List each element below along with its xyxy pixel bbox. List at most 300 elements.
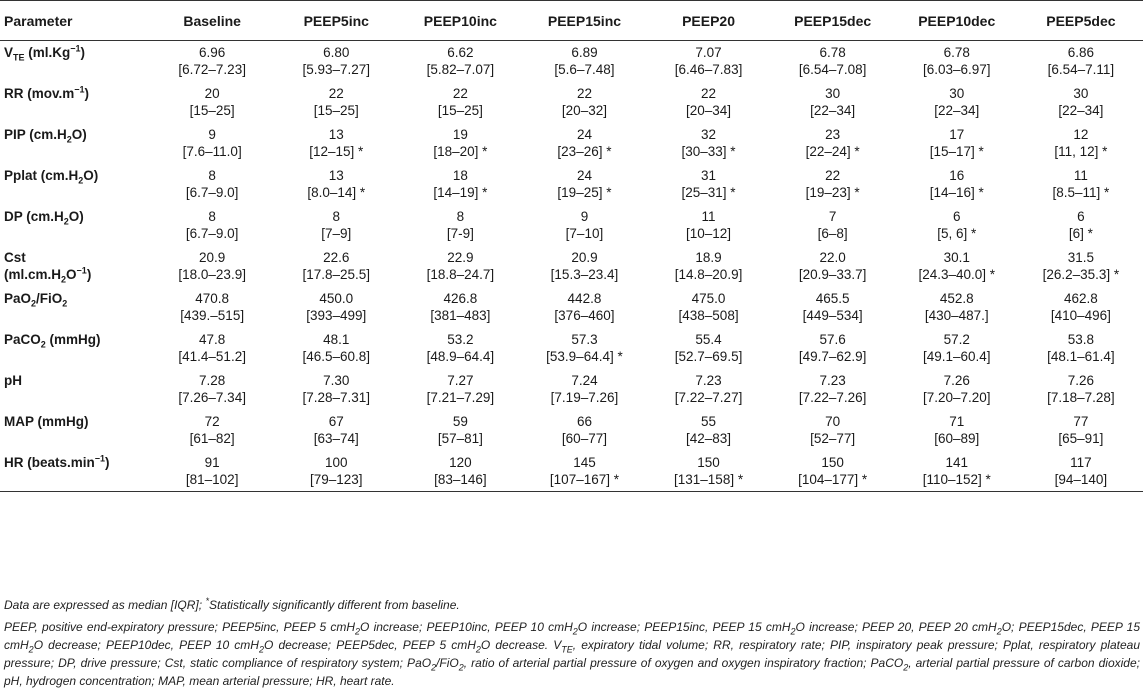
table-cell xyxy=(1019,246,1143,287)
cell-iqr: [26.2–35.3] * xyxy=(1042,266,1120,282)
cell-iqr: [376–460] xyxy=(554,307,615,323)
cell-iqr: [381–483] xyxy=(430,307,491,323)
cell-iqr: [49.1–60.4] xyxy=(922,348,991,364)
cell-median: 31.5 xyxy=(1067,249,1095,265)
cell-median: 141 xyxy=(945,454,968,470)
table-cell xyxy=(647,82,771,123)
cell-iqr: [5.82–7.07] xyxy=(426,62,495,77)
cell-iqr: [6.7–9.0] xyxy=(185,225,239,241)
table-cell xyxy=(895,82,1019,123)
table-cell xyxy=(150,287,274,328)
cell-iqr: [63–74] xyxy=(313,430,359,446)
cell-iqr: [6] * xyxy=(1068,225,1093,241)
cell-iqr: [22–34] xyxy=(1058,102,1104,118)
cell-median: 23 xyxy=(825,126,841,142)
cell-median: 6.80 xyxy=(323,45,350,60)
table-cell xyxy=(647,287,771,328)
cell-iqr: [19–25] * xyxy=(557,184,612,200)
cell-iqr: [110–152] * xyxy=(922,471,991,487)
cell-iqr: [48.1–61.4] xyxy=(1047,348,1115,364)
cell-iqr: [7.28–7.31] xyxy=(302,389,371,405)
table-cell xyxy=(398,451,522,492)
cell-iqr: [15.3–23.4] xyxy=(550,266,619,282)
row-parameter: PIP $(cm.H_2O)$ xyxy=(4,126,87,145)
table-cell xyxy=(647,41,771,82)
cell-median: 9 xyxy=(580,208,589,224)
cell-iqr: [18.0–23.9] xyxy=(178,266,246,282)
cell-iqr: [439.–515] xyxy=(180,307,245,323)
cell-median: 20 xyxy=(204,85,220,101)
cell-iqr: [6.03–6.97] xyxy=(922,62,991,77)
table-cell xyxy=(274,369,398,410)
row-parameter: Cst $(ml.cm.H_2O^{-1})$ xyxy=(4,249,92,285)
table-cell xyxy=(1019,410,1143,451)
table-cell xyxy=(522,451,646,492)
table-cell xyxy=(895,246,1019,287)
cell-median: 465.5 xyxy=(815,290,850,306)
table-cell xyxy=(647,123,771,164)
table-cell xyxy=(647,369,771,410)
cell-median: 22 xyxy=(452,85,468,101)
table-cell xyxy=(522,328,646,369)
row-parameter: Pplat $(cm.H_2O)$ xyxy=(4,167,99,186)
cell-median: 8 xyxy=(332,208,341,224)
table-cell xyxy=(522,410,646,451)
cell-median: 70 xyxy=(825,413,841,429)
table-cell xyxy=(274,82,398,123)
table-cell xyxy=(647,410,771,451)
cell-iqr: [20–34] xyxy=(686,102,732,118)
cell-median: 8 xyxy=(208,167,216,183)
row-parameter: pH xyxy=(4,372,22,388)
table-cell xyxy=(398,164,522,205)
table-cell xyxy=(647,246,771,287)
row-parameter: $V_{TE}$ $(ml.Kg^{-1})$ xyxy=(4,43,86,63)
cell-median: 32 xyxy=(701,126,717,142)
cell-median: 77 xyxy=(1073,413,1089,429)
cell-iqr: [7.19–7.26] xyxy=(550,389,619,405)
table-cell xyxy=(1019,369,1143,410)
cell-iqr: [18.8–24.7] xyxy=(426,266,495,282)
cell-iqr: [81–102] xyxy=(185,471,239,487)
cell-iqr: [5.6–7.48] xyxy=(554,62,615,77)
column-header: PEEP10inc xyxy=(398,1,522,41)
table-cell xyxy=(522,205,646,246)
table-cell xyxy=(771,82,895,123)
table-cell xyxy=(895,410,1019,451)
cell-iqr: [20–32] xyxy=(561,102,607,118)
cell-iqr: [393–499] xyxy=(306,307,367,323)
footnote-note: Data are expressed as median [IQR]; *Statistically significantly different from baseline. xyxy=(4,596,460,612)
row-parameter: MAP (mmHg) xyxy=(4,413,89,429)
table-cell xyxy=(522,369,646,410)
cell-iqr: [57–81] xyxy=(437,430,483,446)
cell-median: 22 xyxy=(701,85,717,101)
cell-iqr: [52–77] xyxy=(810,430,856,446)
cell-iqr: [60–77] xyxy=(561,430,607,446)
cell-median: 55 xyxy=(701,413,717,429)
table-row xyxy=(0,328,1143,369)
table-cell xyxy=(1019,328,1143,369)
table-cell xyxy=(895,123,1019,164)
cell-iqr: [22–34] xyxy=(810,102,856,118)
cell-median: 6.96 xyxy=(199,45,226,60)
cell-iqr: [8.0–14] * xyxy=(307,184,366,200)
cell-median: 475.0 xyxy=(691,290,726,306)
cell-median: 150 xyxy=(821,454,844,470)
table-cell xyxy=(274,41,398,82)
header-row xyxy=(0,1,1143,41)
cell-iqr: [23–26] * xyxy=(557,143,612,159)
table-cell xyxy=(895,369,1019,410)
cell-iqr: [430–487.] xyxy=(924,307,989,323)
cell-median: 7.24 xyxy=(571,372,598,388)
table-cell xyxy=(274,451,398,492)
cell-iqr: [20.9–33.7] xyxy=(798,266,867,282)
cell-median: 6.78 xyxy=(943,45,970,60)
table-cell xyxy=(771,369,895,410)
cell-iqr: [131–158] * xyxy=(674,471,744,487)
cell-median: 7.26 xyxy=(943,372,970,388)
table-cell xyxy=(771,410,895,451)
cell-iqr: [25–31] * xyxy=(681,184,736,200)
column-header: PEEP15dec xyxy=(771,1,895,41)
cell-median: 150 xyxy=(697,454,720,470)
cell-iqr: [17.8–25.5] xyxy=(302,266,371,282)
cell-median: 100 xyxy=(325,454,348,470)
table-row xyxy=(0,246,1143,287)
cell-iqr: [49.7–62.9] xyxy=(798,348,867,364)
table-cell xyxy=(1019,451,1143,492)
table-row xyxy=(0,410,1143,451)
cell-iqr: [18–20] * xyxy=(433,143,488,159)
cell-iqr: [7.6–11.0] xyxy=(182,143,242,159)
cell-median: 30 xyxy=(949,85,965,101)
cell-median: 6.89 xyxy=(571,45,598,60)
cell-median: 13 xyxy=(328,126,344,142)
cell-iqr: [7.20–7.20] xyxy=(922,389,991,405)
cell-median: 13 xyxy=(328,167,344,183)
table-cell xyxy=(522,82,646,123)
table-row xyxy=(0,41,1143,82)
cell-iqr: [15–25] xyxy=(437,102,483,118)
table-cell xyxy=(398,410,522,451)
cell-iqr: [104–177] * xyxy=(798,471,868,487)
cell-median: 48.1 xyxy=(323,331,350,347)
cell-iqr: [7.22–7.27] xyxy=(674,389,743,405)
cell-median: 11 xyxy=(701,208,716,224)
table-cell xyxy=(771,164,895,205)
cell-median: 22 xyxy=(576,85,592,101)
cell-median: 7.07 xyxy=(695,45,722,60)
table-cell xyxy=(274,205,398,246)
table-footnote xyxy=(4,596,1140,690)
cell-iqr: [41.4–51.2] xyxy=(178,348,246,364)
table-cell xyxy=(398,246,522,287)
table-row xyxy=(0,164,1143,205)
cell-median: 7.26 xyxy=(1067,372,1095,388)
row-parameter: PaCO$_2$ (mmHg) xyxy=(4,331,101,350)
cell-median: 120 xyxy=(449,454,472,470)
table-row xyxy=(0,82,1143,123)
cell-median: 6 xyxy=(952,208,961,224)
cell-iqr: [19–23] * xyxy=(805,184,860,200)
table-cell xyxy=(398,328,522,369)
cell-median: 462.8 xyxy=(1063,290,1098,306)
table-cell xyxy=(150,451,274,492)
cell-median: 30.1 xyxy=(943,249,970,265)
cell-iqr: [5.93–7.27] xyxy=(302,62,371,77)
cell-median: 57.3 xyxy=(571,331,598,347)
table-cell xyxy=(895,205,1019,246)
cell-median: 7.23 xyxy=(819,372,846,388)
cell-median: 145 xyxy=(573,454,596,470)
cell-median: 426.8 xyxy=(443,290,478,306)
table-cell xyxy=(398,205,522,246)
table-cell xyxy=(150,246,274,287)
cell-iqr: [5, 6] * xyxy=(937,225,977,241)
cell-median: 18.9 xyxy=(695,249,722,265)
column-header: PEEP5dec xyxy=(1019,1,1143,41)
cell-median: 47.8 xyxy=(199,331,226,347)
table-row xyxy=(0,123,1143,164)
cell-median: 55.4 xyxy=(695,331,722,347)
cell-iqr: [7.18–7.28] xyxy=(1047,389,1115,405)
cell-iqr: [14–16] * xyxy=(929,184,984,200)
cell-iqr: [6.46–7.83] xyxy=(674,62,743,77)
table-cell xyxy=(150,164,274,205)
table-cell xyxy=(895,287,1019,328)
row-parameter: RR $(mov.m^{-1})$ xyxy=(4,84,90,101)
cell-iqr: [7.26–7.34] xyxy=(178,389,246,405)
cell-median: 6.86 xyxy=(1067,45,1095,60)
table-cell xyxy=(647,164,771,205)
table-cell xyxy=(1019,82,1143,123)
table-cell xyxy=(1019,164,1143,205)
cell-iqr: [15–25] xyxy=(189,102,235,118)
table-cell xyxy=(771,205,895,246)
cell-iqr: [52.7–69.5] xyxy=(674,348,743,364)
table-cell xyxy=(150,205,274,246)
cell-iqr: [7.22–7.26] xyxy=(798,389,867,405)
cell-median: 71 xyxy=(949,413,965,429)
table-cell xyxy=(274,287,398,328)
table-cell xyxy=(895,164,1019,205)
table-cell xyxy=(274,123,398,164)
cell-median: 117 xyxy=(1070,454,1092,470)
cell-median: 450.0 xyxy=(319,290,354,306)
table-cell xyxy=(647,328,771,369)
table-cell xyxy=(895,451,1019,492)
cell-median: 20.9 xyxy=(571,249,598,265)
cell-median: 22 xyxy=(825,167,841,183)
cell-iqr: [6.54–7.11] xyxy=(1047,62,1115,77)
table-cell xyxy=(522,287,646,328)
column-header: PEEP10dec xyxy=(895,1,1019,41)
cell-iqr: [10–12] xyxy=(686,225,732,241)
table-row xyxy=(0,287,1143,328)
table-cell xyxy=(895,41,1019,82)
column-header: PEEP5inc xyxy=(274,1,398,41)
column-header: PEEP20 xyxy=(647,1,771,41)
cell-iqr: [14.8–20.9] xyxy=(674,266,743,282)
cell-median: 20.9 xyxy=(199,249,226,265)
cell-median: 30 xyxy=(825,85,841,101)
cell-median: 24 xyxy=(576,167,592,183)
cell-iqr: [15–25] xyxy=(313,102,359,118)
table-cell xyxy=(771,246,895,287)
table-cell xyxy=(647,205,771,246)
cell-median: 22.9 xyxy=(447,249,474,265)
table-cell xyxy=(647,451,771,492)
cell-iqr: [438–508] xyxy=(678,307,739,323)
table-cell xyxy=(1019,205,1143,246)
cell-median: 53.8 xyxy=(1067,331,1095,347)
cell-median: 6.62 xyxy=(447,45,474,60)
table-cell xyxy=(1019,287,1143,328)
table-cell xyxy=(150,410,274,451)
cell-iqr: [449–534] xyxy=(802,307,863,323)
table-header xyxy=(0,1,1143,41)
table-cell xyxy=(150,369,274,410)
cell-iqr: [53.9–64.4] * xyxy=(546,348,623,364)
cell-median: 442.8 xyxy=(567,290,602,306)
cell-iqr: [7–10] xyxy=(565,225,604,241)
table-body xyxy=(0,41,1143,492)
table-cell xyxy=(771,41,895,82)
cell-iqr: [48.9–64.4] xyxy=(426,348,495,364)
cell-iqr: [107–167] * xyxy=(549,471,619,487)
cell-median: 22.6 xyxy=(323,249,350,265)
table-cell xyxy=(771,451,895,492)
cell-median: 7.30 xyxy=(323,372,350,388)
cell-median: 470.8 xyxy=(195,290,230,306)
table-cell xyxy=(1019,123,1143,164)
cell-iqr: [6.72–7.23] xyxy=(178,62,246,77)
cell-median: 16 xyxy=(949,167,965,183)
cell-median: 12 xyxy=(1073,126,1089,142)
cell-median: 9 xyxy=(208,126,216,142)
table-cell xyxy=(150,41,274,82)
cell-median: 30 xyxy=(1073,85,1089,101)
cell-median: 17 xyxy=(949,126,965,142)
cell-iqr: [61–82] xyxy=(189,430,235,446)
cell-iqr: [12–15] * xyxy=(309,143,364,159)
cell-iqr: [6.54–7.08] xyxy=(798,62,867,77)
cell-iqr: [7–9] xyxy=(321,225,352,241)
column-header: Baseline xyxy=(150,1,274,41)
cell-iqr: [79–123] xyxy=(309,471,363,487)
row-parameter: PaO$_2$/FiO$_2$ xyxy=(4,290,68,309)
cell-iqr: [410–496] xyxy=(1050,307,1111,323)
cell-median: 66 xyxy=(576,413,592,429)
column-header: Parameter xyxy=(0,1,150,41)
table-cell xyxy=(522,246,646,287)
cell-iqr: [30–33] * xyxy=(681,143,736,159)
cell-median: 57.2 xyxy=(943,331,970,347)
cell-iqr: [8.5–11] * xyxy=(1052,184,1110,200)
table-cell xyxy=(150,123,274,164)
table-cell xyxy=(771,123,895,164)
table-cell xyxy=(398,369,522,410)
table-cell xyxy=(771,287,895,328)
cell-median: 22 xyxy=(328,85,344,101)
table-cell xyxy=(150,328,274,369)
table-cell xyxy=(398,82,522,123)
cell-median: 31 xyxy=(701,167,717,183)
cell-median: 8 xyxy=(456,208,465,224)
footnote-abbreviations: PEEP, positive end-expiratory pressure; PEEP5inc, PEEP 5 cmH$_2$O increase; PEEP10inc, PEEP 10 cmH$_2$O increase; PEEP15inc, PEEP 15 cmH$_2$O increase; PEEP 20, PEEP 20 cmH$_2$O; PEEP15dec, PEEP 15 cmH$_2$O decrease; PEEP10dec, PEEP 10 cmH$_2$O decrease; PEEP5dec, PEEP 5 cmH$_2$O decrease. $V_{TE}$, expiratory tidal volume; RR, respiratory rate; PIP, inspiratory peak pressure; Pplat, respiratory plateau pressure; DP, drive pressure; Cst, static compliance of respiratory system; PaO$_2$/FiO$_2$, ratio of arterial partial pressure of oxygen and oxygen inspiratory fraction; PaCO$_2$, arterial partial pressure of carbon dioxide; pH, hydrogen concentration; MAP, mean arterial pressure; HR, heart rate. xyxy=(4,620,1141,688)
cell-median: 22.0 xyxy=(819,249,846,265)
cell-iqr: [22–24] * xyxy=(805,143,860,159)
cell-iqr: [46.5–60.8] xyxy=(302,348,371,364)
table-cell xyxy=(1019,41,1143,82)
cell-iqr: [83–146] xyxy=(434,471,487,487)
cell-median: 18 xyxy=(452,167,468,183)
cell-median: 53.2 xyxy=(447,331,474,347)
column-header: PEEP15inc xyxy=(522,1,646,41)
cell-median: 7.28 xyxy=(199,372,226,388)
table-cell xyxy=(771,328,895,369)
table-cell xyxy=(522,164,646,205)
cell-iqr: [94–140] xyxy=(1054,471,1108,487)
row-parameter: DP $(cm.H_2O)$ xyxy=(4,208,84,227)
table-row xyxy=(0,451,1143,492)
cell-median: 6 xyxy=(1077,208,1085,224)
cell-iqr: [65–91] xyxy=(1058,430,1104,446)
table-cell xyxy=(274,164,398,205)
cell-iqr: [22–34] xyxy=(934,102,980,118)
table-row xyxy=(0,205,1143,246)
table-cell xyxy=(895,328,1019,369)
cell-iqr: [42–83] xyxy=(686,430,732,446)
cell-median: 452.8 xyxy=(939,290,974,306)
cell-iqr: [60–89] xyxy=(934,430,980,446)
cell-iqr: [15–17] * xyxy=(929,143,984,159)
cell-iqr: [7-9] xyxy=(446,225,474,241)
cell-median: 59 xyxy=(452,413,468,429)
table-cell xyxy=(398,41,522,82)
cell-median: 7.27 xyxy=(447,372,474,388)
cell-iqr: [14–19] * xyxy=(433,184,488,200)
table-cell xyxy=(398,287,522,328)
cell-median: 91 xyxy=(204,454,220,470)
row-parameter: HR $(beats.\min^{-1})$ xyxy=(0,451,150,492)
table-cell xyxy=(398,123,522,164)
table-cell xyxy=(522,41,646,82)
table-cell xyxy=(274,410,398,451)
cell-median: 72 xyxy=(204,413,220,429)
cell-median: 7 xyxy=(828,208,837,224)
cell-median: 67 xyxy=(328,413,344,429)
cell-median: 7.23 xyxy=(695,372,722,388)
cell-median: 6.78 xyxy=(819,45,846,60)
cell-iqr: [11, 12] * xyxy=(1054,143,1108,159)
cell-iqr: [24.3–40.0] * xyxy=(918,266,996,282)
cell-iqr: [6.7–9.0] xyxy=(185,184,239,200)
cell-median: 11 xyxy=(1073,167,1088,183)
table-row xyxy=(0,369,1143,410)
table-cell xyxy=(522,123,646,164)
cell-median: 57.6 xyxy=(819,331,846,347)
cell-median: 24 xyxy=(576,126,592,142)
cell-iqr: [6–8] xyxy=(817,225,848,241)
table-cell xyxy=(274,328,398,369)
cell-median: 19 xyxy=(452,126,468,142)
table-cell xyxy=(274,246,398,287)
table-cell xyxy=(150,82,274,123)
cell-median: 8 xyxy=(208,208,216,224)
